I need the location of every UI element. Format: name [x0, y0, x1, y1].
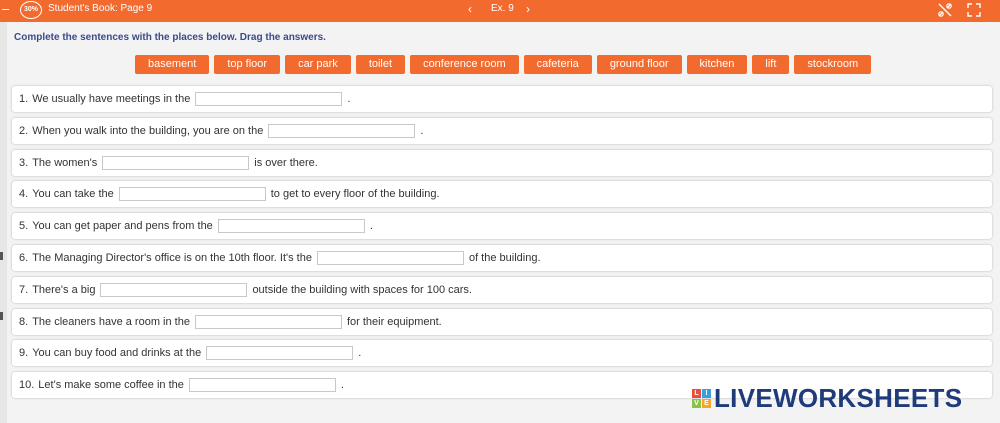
next-exercise-icon[interactable]: ›: [526, 2, 530, 16]
answer-drop-zone[interactable]: [317, 251, 464, 265]
sentence-text-after: is over there.: [254, 156, 318, 169]
sentence-row: [12, 150, 992, 176]
answer-drop-zone[interactable]: [102, 156, 249, 170]
sentence-text-after: for their equipment.: [346, 315, 442, 328]
sentence-text-after: .: [369, 220, 373, 233]
answer-drop-zone[interactable]: [119, 187, 266, 201]
sentence-number: 2.: [19, 124, 29, 137]
answer-chip[interactable]: conference room: [410, 55, 519, 74]
sentence-text-before: We usually have meetings in the: [32, 93, 191, 105]
sentence-number: 10.: [19, 379, 35, 392]
answer-drop-zone[interactable]: [195, 92, 342, 106]
answer-drop-zone[interactable]: [268, 124, 415, 138]
sentence-text-before: When you walk into the building, you are on the: [32, 124, 264, 137]
sentence-text-after: .: [420, 124, 424, 137]
sentence-row: [12, 245, 992, 271]
sentence-list: [12, 86, 992, 404]
previous-exercise-icon[interactable]: ‹: [468, 2, 472, 16]
sentence-text-after: outside the building with spaces for 100 cars.: [252, 283, 472, 296]
answer-drop-zone[interactable]: [189, 378, 336, 392]
sentence-text-after: of the building.: [468, 251, 541, 264]
sentence-number: 6.: [19, 251, 29, 264]
answer-bank: [135, 55, 871, 74]
sentence-number: 9.: [19, 347, 29, 360]
sentence-row: [12, 181, 992, 207]
sentence-row: [12, 86, 992, 112]
sentence-text-before: The Managing Director's office is on the 10th floor. It's the: [32, 251, 312, 264]
sentence-row: [12, 213, 992, 239]
answer-chip[interactable]: top floor: [214, 55, 280, 74]
sentence-text-before: You can buy food and drinks at the: [32, 347, 202, 360]
answer-chip[interactable]: basement: [135, 55, 209, 74]
sentence-text-before: The cleaners have a room in the: [32, 315, 190, 328]
exercise-label: Ex. 9: [491, 3, 514, 14]
page-title: Student's Book: Page 9: [48, 3, 153, 14]
fullscreen-icon[interactable]: [966, 2, 982, 18]
sentence-row: [12, 340, 992, 366]
sentence-row: [12, 118, 992, 144]
sentence-text-before: You can get paper and pens from the: [32, 220, 213, 233]
answer-chip[interactable]: lift: [752, 55, 789, 74]
sentence-text-after: .: [340, 379, 344, 392]
rail-marker: [0, 312, 3, 320]
sentence-row: [12, 309, 992, 335]
sentence-text-after: .: [358, 347, 362, 360]
top-bar: [0, 0, 1000, 22]
answer-chip[interactable]: toilet: [356, 55, 405, 74]
answer-drop-zone[interactable]: [195, 315, 342, 329]
rail-marker: [0, 252, 3, 260]
logo-blocks-icon: L I V E: [692, 389, 711, 408]
sentence-text-after: .: [347, 93, 351, 105]
sentence-text-before: The women's: [32, 156, 98, 169]
sentence-number: 4.: [19, 188, 29, 201]
sentence-text-before: You can take the: [32, 188, 114, 201]
tools-icon[interactable]: [936, 1, 954, 19]
sentence-number: 5.: [19, 220, 29, 233]
sentence-number: 3.: [19, 156, 29, 169]
answer-chip[interactable]: kitchen: [687, 55, 748, 74]
liveworksheets-logo: [692, 383, 962, 414]
sentence-row: [12, 277, 992, 303]
instructions: Complete the sentences with the places below. Drag the answers.: [14, 32, 326, 43]
answer-drop-zone[interactable]: [206, 346, 353, 360]
answer-chip[interactable]: cafeteria: [524, 55, 592, 74]
answer-drop-zone[interactable]: [100, 283, 247, 297]
sentence-text-after: to get to every floor of the building.: [270, 188, 440, 201]
sentence-text-before: Let's make some coffee in the: [38, 379, 184, 392]
answer-chip[interactable]: car park: [285, 55, 351, 74]
sentence-number: 7.: [19, 283, 29, 296]
sentence-number: 1.: [19, 93, 29, 105]
sentence-text-before: There's a big: [32, 283, 96, 296]
answer-chip[interactable]: stockroom: [794, 55, 871, 74]
sentence-number: 8.: [19, 315, 29, 328]
answer-drop-zone[interactable]: [218, 219, 365, 233]
left-rail: [0, 22, 7, 423]
logo-text: LIVEWORKSHEETS: [714, 383, 963, 413]
answer-chip[interactable]: ground floor: [597, 55, 682, 74]
menu-dash-icon[interactable]: –: [2, 1, 10, 16]
progress-indicator: 30%: [20, 1, 42, 19]
